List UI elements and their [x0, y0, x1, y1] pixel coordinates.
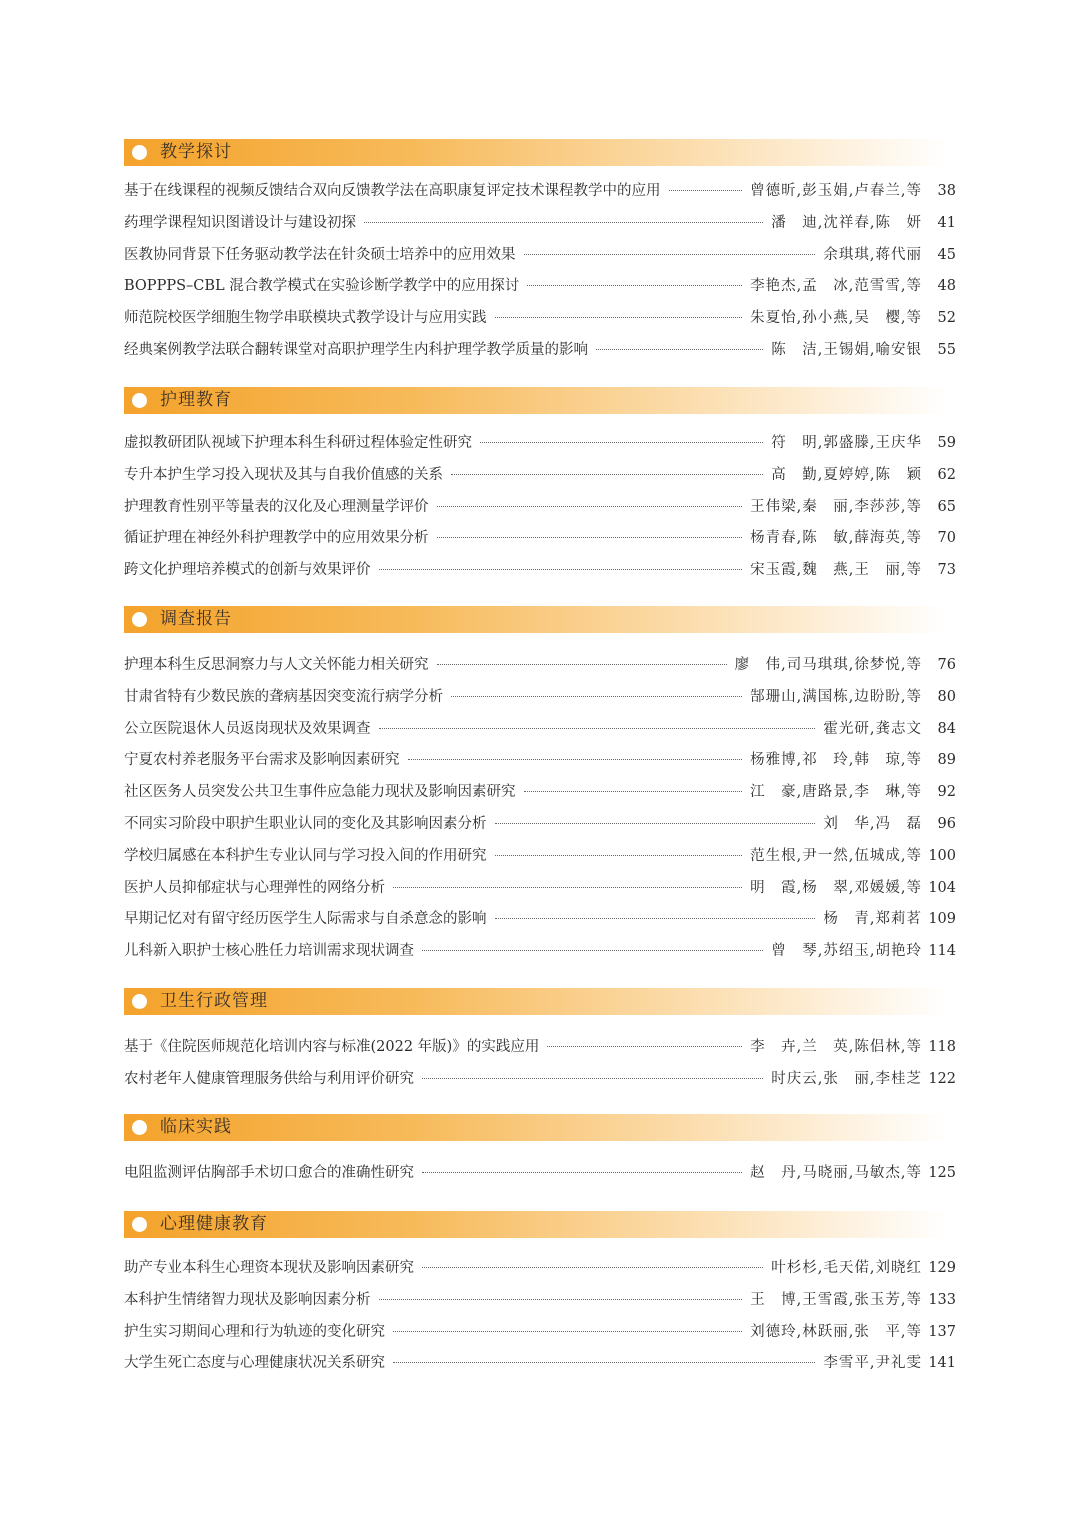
page-number: 38: [937, 183, 956, 199]
article-title: 护理教育性别平等量表的汉化及心理测量学评价: [124, 498, 429, 515]
section-band: [124, 1114, 948, 1141]
dot-leader: [422, 949, 763, 951]
bullet-dot-icon: [132, 1120, 147, 1135]
article-title: 医教协同背景下任务驱动教学法在针灸硕士培养中的应用效果: [124, 246, 516, 263]
article-authors: 李艳杰,孟 冰,范雪雪,等: [750, 278, 922, 295]
dot-leader: [596, 348, 763, 350]
dot-leader: [495, 822, 816, 824]
dot-leader: [437, 505, 743, 507]
article-title: 虚拟教研团队视域下护理本科生科研过程体验定性研究: [124, 435, 472, 451]
toc-entry[interactable]: [124, 338, 956, 362]
article-title: 循证护理在神经外科护理教学中的应用效果分析: [124, 530, 429, 547]
toc-entry[interactable]: [124, 1256, 956, 1280]
section-title: 调查报告: [160, 609, 232, 629]
article-authors: 时庆云,张 丽,李桂芝: [771, 1070, 922, 1087]
page-number: 122: [928, 1070, 956, 1087]
article-title: 基于在线课程的视频反馈结合双向反馈教学法在高职康复评定技术课程教学中的应用: [124, 183, 661, 199]
article-authors: 李雪平,尹礼雯: [823, 1355, 922, 1372]
toc-entry[interactable]: [124, 907, 956, 931]
toc-entry[interactable]: [124, 685, 956, 709]
section-title: 心理健康教育: [160, 1214, 268, 1234]
article-title: 学校归属感在本科护生专业认同与学习投入间的作用研究: [124, 847, 487, 864]
toc-entry[interactable]: [124, 431, 956, 455]
article-authors: 刘德玲,林跃丽,张 平,等: [750, 1323, 922, 1340]
dot-leader: [408, 758, 743, 760]
page-number: 133: [928, 1291, 956, 1308]
page-number: 41: [937, 214, 956, 231]
dot-leader: [547, 1045, 742, 1047]
toc-entry[interactable]: [124, 306, 956, 330]
article-title: 大学生死亡态度与心理健康状况关系研究: [124, 1355, 385, 1372]
article-title: 专升本护生学习投入现状及其与自我价值感的关系: [124, 466, 443, 483]
page-number: 96: [937, 816, 956, 832]
article-title: 农村老年人健康管理服务供给与利用评价研究: [124, 1070, 414, 1087]
page-number: 141: [928, 1355, 956, 1372]
page-number: 76: [937, 657, 956, 673]
dot-leader: [437, 663, 727, 665]
toc-entry[interactable]: [124, 1351, 956, 1375]
toc-entry[interactable]: [124, 1288, 956, 1312]
article-authors: 郜珊山,满国栋,边盼盼,等: [750, 688, 922, 705]
article-title: 社区医务人员突发公共卫生事件应急能力现状及影响因素研究: [124, 784, 516, 801]
page-number: 104: [928, 879, 956, 896]
dot-leader: [451, 695, 742, 697]
article-title: 护理本科生反思洞察力与人文关怀能力相关研究: [124, 657, 429, 673]
toc-entry[interactable]: [124, 179, 956, 203]
dot-leader: [379, 727, 816, 729]
toc-entry[interactable]: [124, 653, 956, 677]
section-band: [124, 606, 948, 633]
article-authors: 杨青春,陈 敏,薛海英,等: [750, 530, 922, 547]
section-title: 护理教育: [160, 390, 232, 410]
toc-entry[interactable]: [124, 526, 956, 550]
article-authors: 霍光研,龚志文: [823, 720, 922, 737]
toc-entry[interactable]: [124, 495, 956, 519]
article-title: 本科护生情绪智力现状及影响因素分析: [124, 1291, 371, 1308]
toc-entry[interactable]: [124, 748, 956, 772]
article-title: 电阻监测评估胸部手术切口愈合的准确性研究: [124, 1165, 414, 1181]
article-authors: 符 明,郭盛滕,王庆华: [771, 435, 922, 451]
page-number: 118: [928, 1039, 956, 1055]
toc-entry[interactable]: [124, 1161, 956, 1185]
dot-leader: [393, 1330, 742, 1332]
article-authors: 曾德昕,彭玉娟,卢春兰,等: [750, 183, 922, 199]
page-number: 52: [937, 310, 956, 327]
article-authors: 王 博,王雪霞,张玉芳,等: [750, 1291, 922, 1308]
page-number: 114: [928, 943, 956, 960]
toc-entry[interactable]: [124, 939, 956, 963]
article-title: 医护人员抑郁症状与心理弹性的网络分析: [124, 879, 385, 896]
bullet-dot-icon: [132, 393, 147, 408]
dot-leader: [524, 253, 816, 255]
dot-leader: [495, 316, 743, 318]
dot-leader: [527, 284, 742, 286]
dot-leader: [379, 568, 743, 570]
article-title: 宁夏农村养老服务平台需求及影响因素研究: [124, 752, 400, 769]
section-band: [124, 988, 948, 1015]
dot-leader: [364, 221, 763, 223]
dot-leader: [480, 441, 763, 443]
page-number: 92: [937, 784, 956, 801]
section-title: 教学探讨: [160, 142, 232, 162]
article-authors: 李 卉,兰 英,陈侣林,等: [750, 1039, 922, 1055]
article-authors: 杨雅博,祁 玲,韩 琼,等: [750, 752, 922, 769]
toc-entry[interactable]: [124, 1067, 956, 1091]
page-number: 84: [937, 720, 956, 737]
section-title: 卫生行政管理: [160, 991, 268, 1011]
article-title: 经典案例教学法联合翻转课堂对高职护理学生内科护理学教学质量的影响: [124, 342, 588, 358]
page-number: 65: [937, 498, 956, 515]
page-number: 89: [937, 752, 956, 769]
article-authors: 廖 伟,司马琪琪,徐梦悦,等: [734, 657, 922, 673]
section-band: [124, 1211, 948, 1238]
toc-entry[interactable]: [124, 243, 956, 267]
article-title: 师范院校医学细胞生物学串联模块式教学设计与应用实践: [124, 310, 487, 327]
page-number: 80: [937, 688, 956, 705]
bullet-dot-icon: [132, 145, 147, 160]
dot-leader: [451, 473, 763, 475]
article-authors: 高 勤,夏婷婷,陈 颖: [771, 466, 922, 483]
article-authors: 范生根,尹一然,伍城成,等: [750, 847, 922, 864]
page-number: 73: [937, 562, 956, 579]
dot-leader: [495, 917, 816, 919]
toc-entry[interactable]: [124, 1320, 956, 1344]
page-number: 62: [937, 466, 956, 483]
dot-leader: [393, 886, 742, 888]
page-number: 48: [937, 278, 956, 295]
dot-leader: [669, 189, 743, 191]
toc-entry[interactable]: [124, 558, 956, 582]
article-title: 早期记忆对有留守经历医学生人际需求与自杀意念的影响: [124, 911, 487, 928]
article-authors: 陈 洁,王锡娟,喻安银: [771, 342, 922, 358]
article-title: 甘肃省特有少数民族的聋病基因突变流行病学分析: [124, 688, 443, 705]
article-authors: 余琪琪,蒋代丽: [823, 246, 922, 263]
article-title: 助产专业本科生心理资本现状及影响因素研究: [124, 1260, 414, 1276]
article-authors: 宋玉霞,魏 燕,王 丽,等: [750, 562, 922, 579]
page-number: 109: [928, 911, 956, 928]
bullet-dot-icon: [132, 1217, 147, 1232]
article-title: 公立医院退休人员返岗现状及效果调查: [124, 720, 371, 737]
page-number: 129: [928, 1260, 956, 1276]
section-band: [124, 139, 948, 166]
page-number: 70: [937, 530, 956, 547]
page-number: 55: [937, 342, 956, 358]
article-authors: 赵 丹,马晓丽,马敏杰,等: [750, 1165, 922, 1181]
article-title: 基于《住院医师规范化培训内容与标准(2022 年版)》的实践应用: [124, 1039, 540, 1055]
article-title: 跨文化护理培养模式的创新与效果评价: [124, 562, 371, 579]
section-title: 临床实践: [160, 1117, 232, 1137]
dot-leader: [422, 1077, 763, 1079]
dot-leader: [422, 1171, 742, 1173]
dot-leader: [393, 1361, 815, 1363]
dot-leader: [495, 854, 743, 856]
article-authors: 刘 华,冯 磊: [823, 816, 922, 832]
page-number: 59: [937, 435, 956, 451]
dot-leader: [379, 1298, 743, 1300]
article-title: 药理学课程知识图谱设计与建设初探: [124, 214, 356, 231]
article-authors: 曾 琴,苏绍玉,胡艳玲: [771, 943, 922, 960]
article-authors: 明 霞,杨 翠,邓媛媛,等: [750, 879, 922, 896]
article-title: 护生实习期间心理和行为轨迹的变化研究: [124, 1323, 385, 1340]
bullet-dot-icon: [132, 612, 147, 627]
bullet-dot-icon: [132, 994, 147, 1009]
article-title: BOPPPS–CBL 混合教学模式在实验诊断学教学中的应用探讨: [124, 278, 520, 295]
article-authors: 潘 迪,沈祥春,陈 妍: [771, 214, 922, 231]
toc-entry[interactable]: [124, 844, 956, 868]
dot-leader: [422, 1266, 763, 1268]
toc-entry[interactable]: [124, 812, 956, 836]
article-title: 不同实习阶段中职护生职业认同的变化及其影响因素分析: [124, 816, 487, 832]
article-authors: 朱夏怡,孙小燕,吴 樱,等: [750, 310, 922, 327]
page-number: 137: [928, 1323, 956, 1340]
article-authors: 江 豪,唐路景,李 琳,等: [750, 784, 922, 801]
page-number: 125: [928, 1165, 956, 1181]
dot-leader: [437, 536, 743, 538]
toc-entry[interactable]: [124, 876, 956, 900]
toc-entry[interactable]: [124, 1035, 956, 1059]
article-authors: 杨 青,郑莉茗: [823, 911, 922, 928]
article-title: 儿科新入职护士核心胜任力培训需求现状调查: [124, 943, 414, 960]
page-number: 45: [937, 246, 956, 263]
toc-entry[interactable]: [124, 780, 956, 804]
section-band: [124, 387, 948, 414]
article-authors: 叶杉杉,毛天偌,刘晓红: [771, 1260, 922, 1276]
toc-entry[interactable]: [124, 463, 956, 487]
article-authors: 王伟梁,秦 丽,李莎莎,等: [750, 498, 922, 515]
toc-entry[interactable]: [124, 274, 956, 298]
page-number: 100: [928, 847, 956, 864]
toc-entry[interactable]: [124, 717, 956, 741]
toc-entry[interactable]: [124, 211, 956, 235]
dot-leader: [524, 790, 743, 792]
